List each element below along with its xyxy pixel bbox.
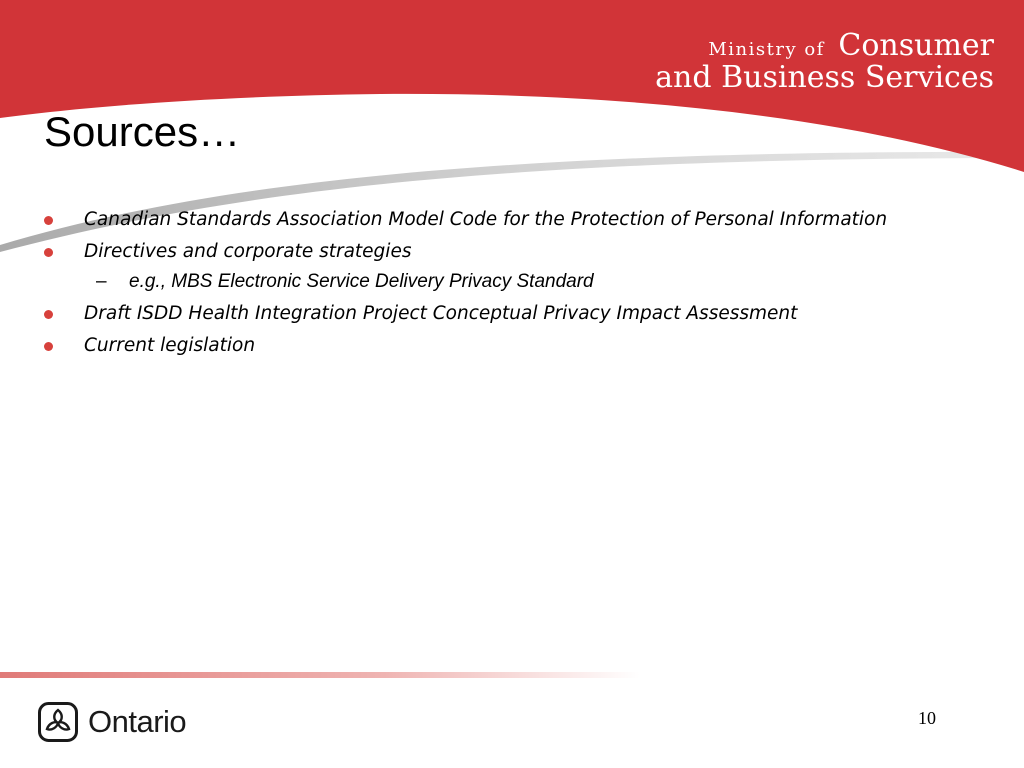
ministry-line1: Consumer [838, 28, 994, 63]
bullet-item [42, 238, 902, 266]
bullet-item [42, 300, 902, 328]
ministry-prefix: Ministry of [708, 39, 825, 60]
bullet-list [42, 206, 902, 364]
slide-title: Sources… [44, 108, 241, 155]
ministry-name [655, 30, 994, 93]
logo-text: Ontario [88, 704, 187, 739]
bullet-item [42, 332, 902, 360]
bullet-dot-icon [44, 342, 53, 351]
bullet-dot-icon [44, 216, 53, 225]
ministry-line2: and Business Services [655, 59, 994, 95]
page-number: 10 [918, 708, 936, 728]
bullet-text: Canadian Standards Association Model Code for the Protection of Personal Information [84, 209, 888, 230]
sub-bullet-text: e.g., MBS Electronic Service Delivery Privacy Standard [129, 271, 594, 292]
bullet-text: Current legislation [84, 335, 256, 356]
sub-bullet-dash: – [96, 271, 107, 292]
footer-divider [0, 672, 640, 678]
bullet-text: Directives and corporate strategies [84, 241, 412, 262]
bullet-dot-icon [44, 310, 53, 319]
trillium-icon [38, 702, 78, 742]
bullet-text: Draft ISDD Health Integration Project Conceptual Privacy Impact Assessment [84, 303, 798, 324]
ontario-logo [38, 700, 186, 744]
bullet-item [42, 206, 902, 234]
sub-bullet-item [42, 268, 902, 296]
bullet-dot-icon [44, 248, 53, 257]
